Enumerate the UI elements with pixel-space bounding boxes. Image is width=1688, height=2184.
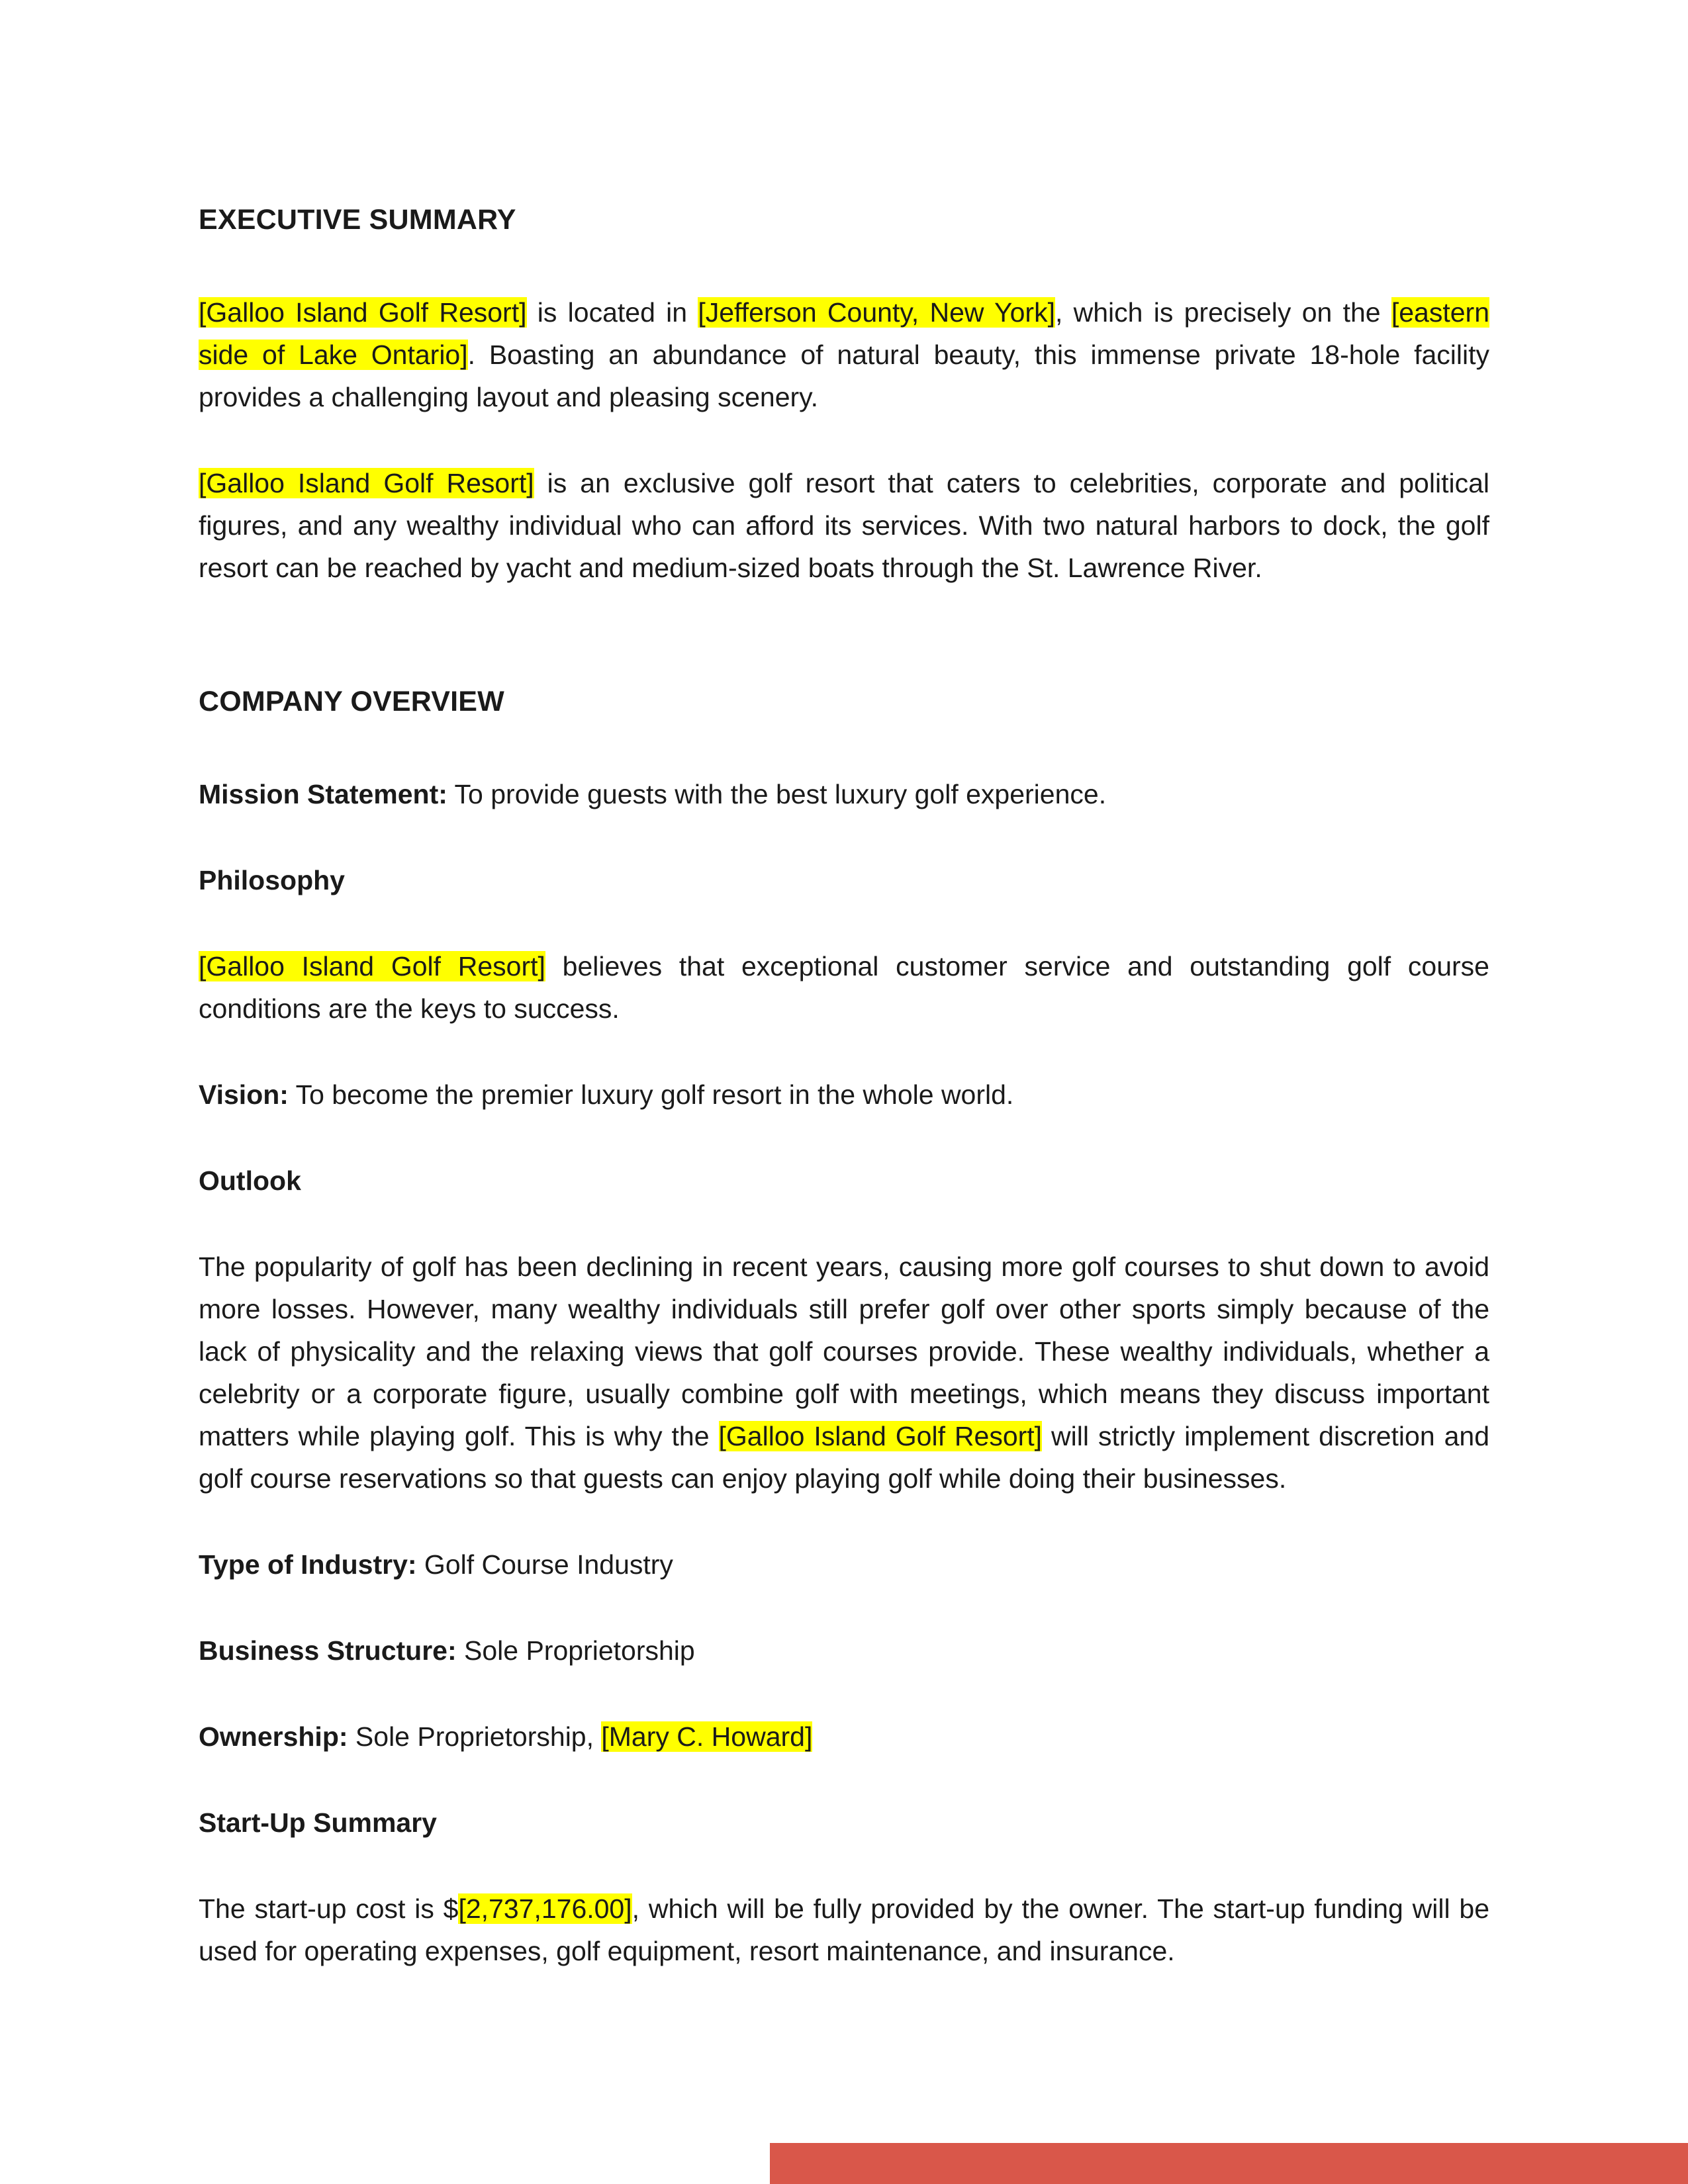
highlight-owner-name: [Mary C. Howard] xyxy=(601,1721,813,1752)
highlight-location: [eastern side of Lake Ontario] xyxy=(199,297,1490,370)
highlight-startup-cost: [2,737,176.00] xyxy=(458,1893,632,1924)
vision-label: Vision: xyxy=(199,1079,289,1110)
outlook-heading: Outlook xyxy=(199,1165,301,1196)
outlook-paragraph: The popularity of golf has been declining in recent years, causing more golf courses to shut down to avoid more losses. However, many wealthy individuals still prefer golf over other sports simply because of the lack of physicality and the relaxing views that golf courses provide. These wealthy individuals, whether a celebrity or a corporate figure, usually combine golf with meetings, which means they discuss important matters while playing golf. This is why the [Galloo Island Golf Resort] will strictly implement discretion and golf course reservations so that guests can enjoy playing golf while doing their businesses. xyxy=(199,1251,1490,1494)
exec-paragraph-2: [Galloo Island Golf Resort] is an exclusive golf resort that caters to celebrities, corporate and political figures, and any wealthy individual who can afford its services. With two natural harbors to dock, the golf resort can be reached by yacht and medium-sized boats through the St. Lawrence River. xyxy=(199,468,1489,583)
business-structure: Business Structure: Sole Proprietorship xyxy=(199,1635,695,1666)
vision-statement: Vision: To become the premier luxury golf resort in the whole world. xyxy=(199,1079,1014,1110)
footer-accent-bar xyxy=(770,2143,1688,2184)
highlight-company-name: [Galloo Island Golf Resort] xyxy=(199,468,534,498)
mission-label: Mission Statement: xyxy=(199,779,447,809)
ownership: Ownership: Sole Proprietorship, [Mary C. Howard] xyxy=(199,1721,813,1752)
startup-summary-heading: Start-Up Summary xyxy=(199,1807,437,1838)
philosophy-paragraph: [Galloo Island Golf Resort] believes that exceptional customer service and outstanding golf course conditions are the keys to success. xyxy=(199,951,1489,1024)
document-page xyxy=(199,192,1489,1972)
philosophy-heading: Philosophy xyxy=(199,865,345,895)
industry-label: Type of Industry: xyxy=(199,1549,417,1580)
ownership-label: Ownership: xyxy=(199,1721,348,1752)
highlight-county: [Jefferson County, New York] xyxy=(698,297,1055,328)
exec-paragraph-1: [Galloo Island Golf Resort] is located in [Jefferson County, New York], which is precisely on the [eastern side of Lake Ontario]. Boasting an abundance of natural beauty, this immense private 18-hole facility provides a challenging layout and pleasing scenery. xyxy=(199,297,1490,412)
startup-paragraph: The start-up cost is $[2,737,176.00], which will be fully provided by the owner. The start-up funding will be used for operating expenses, golf equipment, resort maintenance, and insurance. xyxy=(199,1893,1489,1966)
mission-statement: Mission Statement: To provide guests with the best luxury golf experience. xyxy=(199,779,1107,809)
executive-summary-heading: EXECUTIVE SUMMARY xyxy=(199,204,516,236)
highlight-company-name: [Galloo Island Golf Resort] xyxy=(199,297,527,328)
company-overview-heading: COMPANY OVERVIEW xyxy=(199,686,504,717)
industry-type: Type of Industry: Golf Course Industry xyxy=(199,1549,673,1580)
highlight-company-name: [Galloo Island Golf Resort] xyxy=(199,951,545,981)
highlight-company-name: [Galloo Island Golf Resort] xyxy=(718,1421,1043,1451)
structure-label: Business Structure: xyxy=(199,1635,457,1666)
